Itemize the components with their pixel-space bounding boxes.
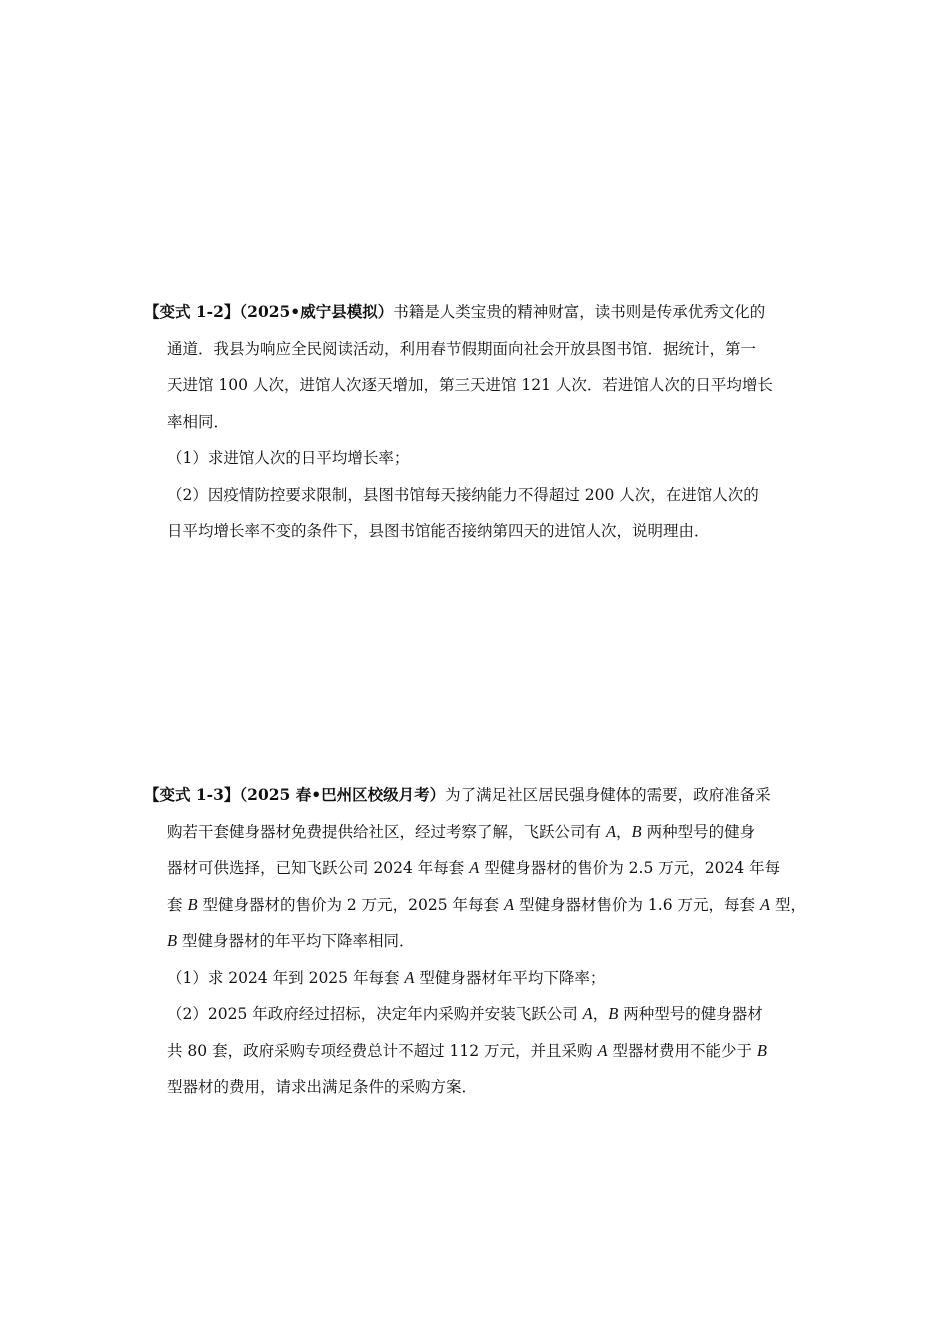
problem-text: 器材可供选择，已知飞跃公司 2024 年每套 A 型健身器材的售价为 2.5 万元，2024 年每 [167, 858, 781, 877]
problem-text: 为了满足社区居民强身健体的需要，政府准备采 [445, 786, 771, 804]
question-2: （2）因疫情防控要求限制，县图书馆每天接纳能力不得超过 200 人次，在进馆人次的 [167, 485, 759, 504]
problem-first-line [144, 294, 824, 331]
problem-source: （2025 春•巴州区校级月考） [239, 785, 446, 804]
problem-text: 率相同． [167, 412, 230, 431]
question-2-continued: 型器材的费用，请求出满足条件的采购方案． [167, 1078, 478, 1096]
question-1: （1）求 2024 年到 2025 年每套 A 型健身器材年平均下降率； [167, 967, 606, 987]
problem-text: 套 B 型健身器材的售价为 2 万元，2025 年每套 A 型健身器材售价为 1.6 万元，每套 A 型， [167, 894, 806, 914]
problem-text: B 型健身器材的年平均下降率相同． [167, 931, 415, 950]
question-2-continued: 日平均增长率不变的条件下，县图书馆能否接纳第四天的进馆人次，说明理由． [167, 522, 710, 540]
problem-text: 购若干套健身器材免费提供给社区，经过考察了解，飞跃公司有 A，B 两种型号的健身 [167, 821, 756, 841]
question-2: （2）2025 年政府经过招标，决定年内采购并安装飞跃公司 A，B 两种型号的健身器材 [167, 1004, 763, 1023]
problem-variant-1-2 [144, 294, 824, 550]
question-1: （1）求进馆人次的日平均增长率； [167, 449, 410, 467]
problem-text: 通道．我县为响应全民阅读活动，利用春节假期面向社会开放县图书馆．据统计，第一 [167, 339, 757, 358]
question-2-continued: 共 80 套，政府采购专项经费总计不超过 112 万元，并且采购 A 型器材费用不能少于 B [167, 1040, 767, 1060]
problem-text: 天进馆 100 人次，进馆人次逐天增加，第三天进馆 121 人次．若进馆人次的日平均增长 [167, 376, 773, 394]
problem-first-line [144, 777, 824, 814]
problem-tag: 【变式 1-3】 [144, 785, 240, 804]
problem-variant-1-3 [144, 777, 824, 1106]
problem-text: 书籍是人类宝贵的精神财富，读书则是传承优秀文化的 [393, 303, 766, 321]
problem-source: （2025•威宁县模拟） [239, 302, 394, 321]
problem-tag: 【变式 1-2】 [144, 302, 240, 321]
